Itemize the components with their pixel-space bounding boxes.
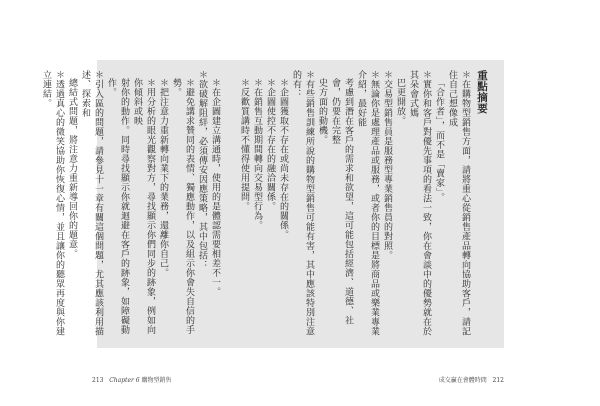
chapter-label: Chapter 6: [109, 377, 140, 384]
summary-line: ＊企圖使控不存在的融洽關係。: [265, 78, 275, 211]
summary-line: 巴更開放。: [395, 78, 405, 126]
summary-line: 史方面的動機。: [317, 78, 327, 145]
summary-line: ＊有些銷售訓練所說的購物型銷售可能有害，其中應該特別注意的有：: [291, 70, 314, 336]
summary-line: ＊在企圖建立溝通時，使用的是體認需要相差不一。: [210, 78, 220, 297]
summary-line: ＊在銷售互動期間轉向交易型行為。: [252, 78, 262, 230]
left-page-number: 213: [92, 377, 104, 384]
summary-line: 「合作者」，而不是「賣家」。: [434, 78, 444, 202]
right-page-number: 212: [492, 377, 504, 384]
right-page-footer: [439, 375, 504, 384]
summary-line: ＊無論你是處理產品或服務，或者你的目標是將商品或樂業專業介紹，最好能: [356, 70, 379, 336]
summary-line: ＊引入區的問題，請參見十一章有關這個問題，尤其應該利用描述、探索和: [80, 70, 103, 336]
summary-line: ＊反歡質講時不懂得使用提問。: [239, 78, 249, 211]
summary-line: ＊欲破解阻絆，必須傳安因應策略，其中包括：: [197, 70, 207, 270]
summary-text: [39, 70, 488, 340]
summary-line: 總結式問題，將注意力重新導回你的題意。: [67, 78, 77, 259]
chapter-title: 購物型銷售: [141, 377, 172, 384]
summary-line: ＊透過真心的微笑協助你恢復心情，並且讓你的聽眾再度與你建立連結。: [41, 70, 64, 336]
summary-title: 重點摘要: [476, 70, 488, 114]
summary-line: 考慮到潛在客戶的需求和欲望，這可能包括經濟、道德、社會，仍要在完整: [330, 78, 353, 325]
summary-line: ＊企圖獲取不存在或尚未存在的關係。: [278, 78, 288, 240]
summary-line: ＊避免講求贊同的表情、獨應動作，以及組示你會失自信的手勢。: [171, 78, 194, 335]
summary-box: [41, 60, 504, 348]
summary-line: ＊用分析的眼光觀察對方，尋找顯示你們同步的跡象，例如向你傾斜或映: [132, 78, 155, 335]
summary-line: ＊交易型銷售員是服務型專業銷售員的對照。: [382, 70, 392, 260]
summary-line: ＊在購物型銷售方面，請將重心從銷售產品轉向協助客戶，請記住自己想像成: [447, 70, 470, 336]
summary-line: 射你的動作。同時尋找顯示你就迴避在客戶的跡象，如障礙動作。: [106, 78, 129, 335]
summary-line: ＊把注意力重新轉向業下的業務，還離你自己。: [158, 78, 168, 278]
summary-line: ＊實你和客戶對優先事項的看法一致，你在會談中的優勢就在於其朵會式媽: [408, 70, 431, 336]
book-title: 成交贏在會體時間: [438, 377, 487, 384]
left-page-footer: [92, 375, 172, 384]
